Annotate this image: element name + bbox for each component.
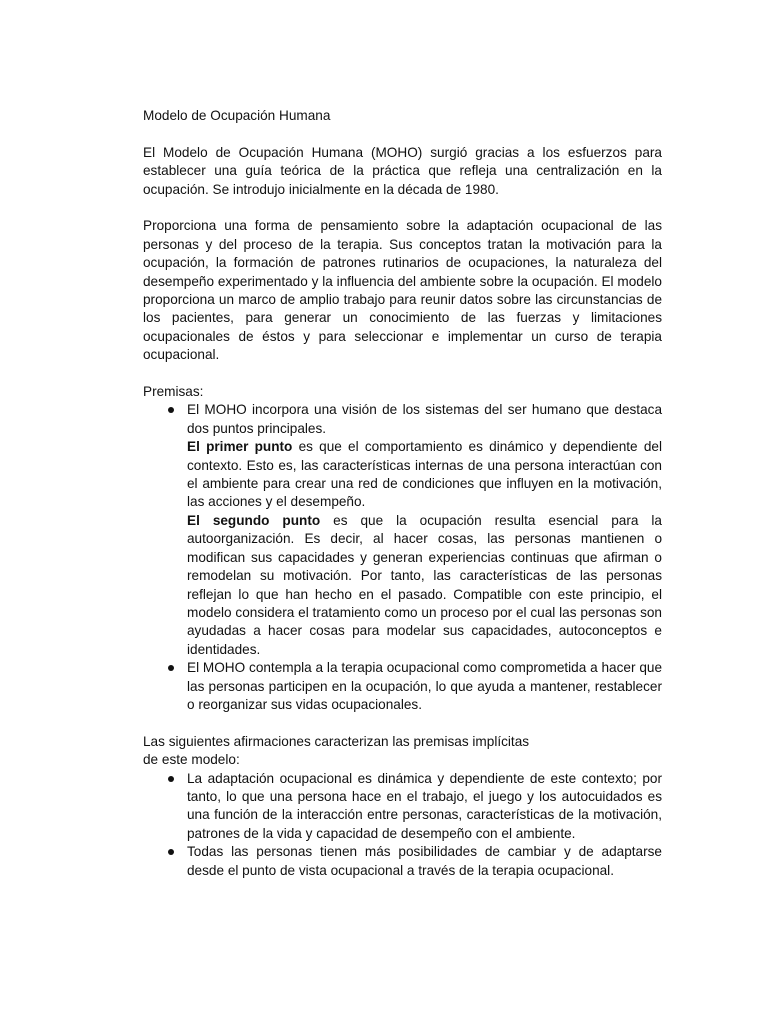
premise-text: El MOHO incorpora una visión de los sistemas del ser humano que destaca dos puntos principales.: [187, 402, 662, 436]
bullet-icon: [168, 407, 174, 413]
premise-text: El MOHO contempla a la terapia ocupacional como comprometida a hacer que las personas participen en la ocupación, lo que ayuda a mantener, restablecer o reorganizar sus vidas ocupacionales.: [187, 660, 662, 712]
premises-heading: Premisas:: [143, 384, 204, 400]
statements-heading-line2: de este modelo:: [143, 752, 240, 768]
second-point-text: es que la ocupación resulta esencial para la autoorganización. Es decir, al hacer cosas, las personas mantienen o modifican sus capacidades y generan experiencias continuas que afirman o remodelan su motivación. Por tanto, las características de las personas reflejan lo que han hecho en el pasado. Compatible con este principio, el modelo considera el tratamiento como un proceso por el cual las personas son ayudadas a hacer cosas para modelar sus capacidades, autoconceptos e identidades.: [187, 512, 662, 657]
description-paragraph: Proporciona una forma de pensamiento sobre la adaptación ocupacional de las personas y del proceso de la terapia. Sus conceptos tratan la motivación para la ocupación, la formación de patrones rutinarios de ocupaciones, la naturaleza del desempeño experimentado y la influencia del ambiente sobre la ocupación. El modelo proporciona un marco de amplio trabajo para reunir datos sobre las circunstancias de los pacientes, para generar un conocimiento de las fuerzas y limitaciones ocupacionales de éstos y para seleccionar e implementar un curso de terapia ocupacional.: [143, 218, 662, 363]
first-point-label: El primer punto: [187, 439, 293, 455]
list-item: [143, 659, 662, 714]
intro-paragraph: El Modelo de Ocupación Humana (MOHO) surgió gracias a los esfuerzos para establecer una guía teórica de la práctica que refleja una centralización en la ocupación. Se introdujo inicialmente en la década de 1980.: [143, 144, 662, 197]
statement-text: La adaptación ocupacional es dinámica y dependiente de este contexto; por tanto, lo que una persona hace en el trabajo, el juego y los autocuidados es una función de la interacción entre personas, características de la motivación, patrones de la vida y capacidad de desempeño con el ambiente.: [187, 770, 662, 841]
list-item: [143, 843, 662, 880]
statements-heading: [143, 733, 662, 770]
list-item: [143, 770, 662, 844]
second-point-label: El segundo punto: [187, 512, 321, 528]
document-title: Modelo de Ocupación Humana: [143, 108, 331, 123]
first-point: [187, 438, 662, 512]
first-point-text: es que el comportamiento es dinámico y dependiente del contexto. Esto es, las características internas de una persona interactúan con el ambiente para crear una red de condiciones que influyen en la motivación, las acciones y el desempeño.: [187, 439, 662, 510]
list-item: [143, 401, 662, 659]
bullet-icon: [168, 776, 174, 782]
statements-heading-line1: Las siguientes afirmaciones caracterizan las premisas implícitas: [143, 733, 530, 749]
statements-list: [143, 770, 662, 880]
bullet-icon: [168, 665, 174, 671]
second-point: [187, 512, 662, 659]
premises-list: [143, 401, 662, 714]
statement-text: Todas las personas tienen más posibilidades de cambiar y de adaptarse desde el punto de vista ocupacional a través de la terapia ocupacional.: [187, 844, 662, 878]
bullet-icon: [168, 849, 174, 855]
